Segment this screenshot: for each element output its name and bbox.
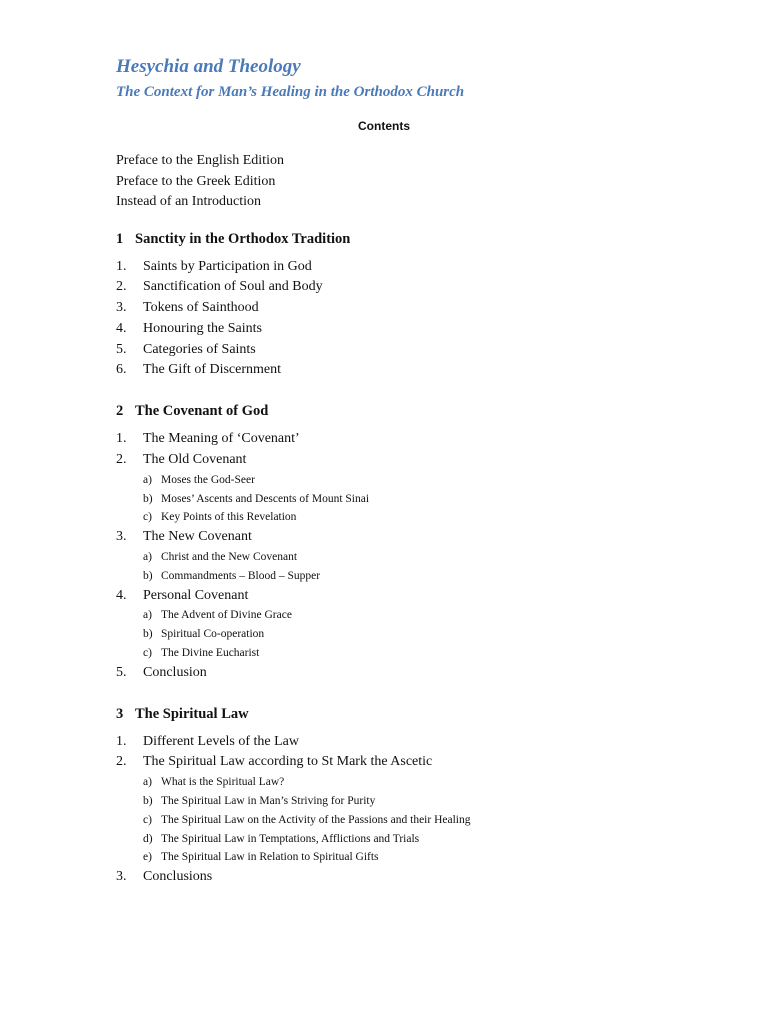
item-number: 4. [116,320,127,336]
contents-item [116,429,736,450]
chapter-section [116,401,736,683]
item-number: 3. [116,300,127,316]
chapter-heading [116,401,736,421]
contents-item [116,732,736,753]
item-number: 5. [116,341,127,357]
item-number: 2. [116,279,127,295]
subitem-label: What is the Spiritual Law? [161,776,285,789]
item-number: 1. [116,431,127,447]
subitem-letter: a) [143,473,152,486]
contents-subitem [116,811,736,830]
item-label: The Gift of Discernment [143,362,282,378]
item-label: The Spiritual Law according to St Mark the Ascetic [143,754,433,770]
item-number: 6. [116,362,127,378]
subitem-label: Key Points of this Revelation [161,511,297,524]
subitem-letter: c) [143,511,152,524]
item-label: Conclusions [143,869,213,885]
contents-item [116,527,736,548]
contents-item [116,663,736,684]
subitem-label: The Spiritual Law in Temptations, Afflictions and Trials [161,832,420,845]
item-label: The New Covenant [143,529,252,545]
item-label: The Meaning of ‘Covenant’ [143,431,300,447]
document-title: Hesychia and Theology [116,56,301,77]
chapter-title: The Spiritual Law [135,705,249,722]
subitem-letter: a) [143,776,152,789]
subitem-label: Commandments – Blood – Supper [161,569,321,582]
subitem-label: The Spiritual Law in Relation to Spiritual Gifts [161,851,379,864]
item-label: Saints by Participation in God [143,258,312,274]
subitem-label: The Spiritual Law on the Activity of the Passions and their Healing [161,813,471,826]
subitem-letter: b) [143,492,153,505]
item-number: 1. [116,733,127,749]
contents-item [116,867,736,888]
chapter-section [116,229,736,382]
contents-subitem [116,792,736,811]
front-matter-list [116,151,736,213]
contents-subitem [116,548,736,567]
item-label: Personal Covenant [143,587,249,603]
contents-subitem [116,830,736,849]
contents-item [116,752,736,773]
chapter-number: 2 [116,403,124,420]
subitem-letter: a) [143,609,152,622]
contents-item [116,340,736,361]
contents-subitem [116,490,736,509]
contents-subitem [116,606,736,625]
chapter-number: 3 [116,705,124,722]
subitem-letter: a) [143,551,152,564]
contents-subitem [116,773,736,792]
contents-subitem [116,567,736,586]
chapter-list [116,229,736,889]
front-matter-item: Preface to the Greek Edition [116,173,276,189]
front-matter-item: Preface to the English Edition [116,153,284,168]
subitem-label: The Divine Eucharist [161,647,260,660]
item-number: 5. [116,664,127,680]
subitem-label: Christ and the New Covenant [161,551,298,564]
contents-subitem [116,508,736,527]
front-matter-item: Instead of an Introduction [116,194,262,209]
subitem-letter: d) [143,832,153,845]
item-label: Tokens of Sainthood [143,300,259,316]
item-number: 2. [116,452,127,468]
item-label: Different Levels of the Law [143,733,300,749]
subitem-letter: c) [143,813,152,826]
item-number: 3. [116,869,127,885]
contents-subitem [116,644,736,663]
contents-item [116,360,736,381]
contents-item [116,319,736,340]
contents-subitem [116,848,736,867]
contents-item [116,450,736,471]
subitem-letter: b) [143,795,153,808]
chapter-heading [116,229,736,249]
chapter-title: Sanctity in the Orthodox Tradition [135,230,351,247]
contents-heading: Contents [358,119,410,133]
subitem-letter: c) [143,647,152,660]
item-number: 1. [116,258,127,274]
item-label: The Old Covenant [143,452,247,468]
item-number: 3. [116,529,127,545]
contents-item [116,586,736,607]
item-number: 4. [116,587,127,603]
subitem-letter: b) [143,628,153,641]
chapter-number: 1 [116,230,124,247]
item-label: Sanctification of Soul and Body [143,279,323,295]
contents-item [116,257,736,278]
subitem-label: Spiritual Co-operation [161,628,265,641]
document-subtitle: The Context for Man’s Healing in the Orthodox Church [116,84,465,100]
item-number: 2. [116,754,127,770]
subitem-label: The Advent of Divine Grace [161,609,292,622]
item-label: Honouring the Saints [143,320,262,336]
subitem-letter: e) [143,851,152,864]
chapter-heading [116,704,736,724]
subitem-label: Moses’ Ascents and Descents of Mount Sinai [161,492,370,505]
item-label: Categories of Saints [143,341,256,357]
contents-item [116,298,736,319]
contents-item [116,277,736,298]
contents-subitem [116,471,736,490]
chapter-section [116,704,736,888]
subitem-label: Moses the God-Seer [161,473,255,486]
contents-subitem [116,625,736,644]
subitem-letter: b) [143,569,153,582]
subitem-label: The Spiritual Law in Man’s Striving for Purity [161,795,376,808]
item-label: Conclusion [143,664,207,680]
document-page [116,55,736,888]
chapter-title: The Covenant of God [135,403,269,420]
